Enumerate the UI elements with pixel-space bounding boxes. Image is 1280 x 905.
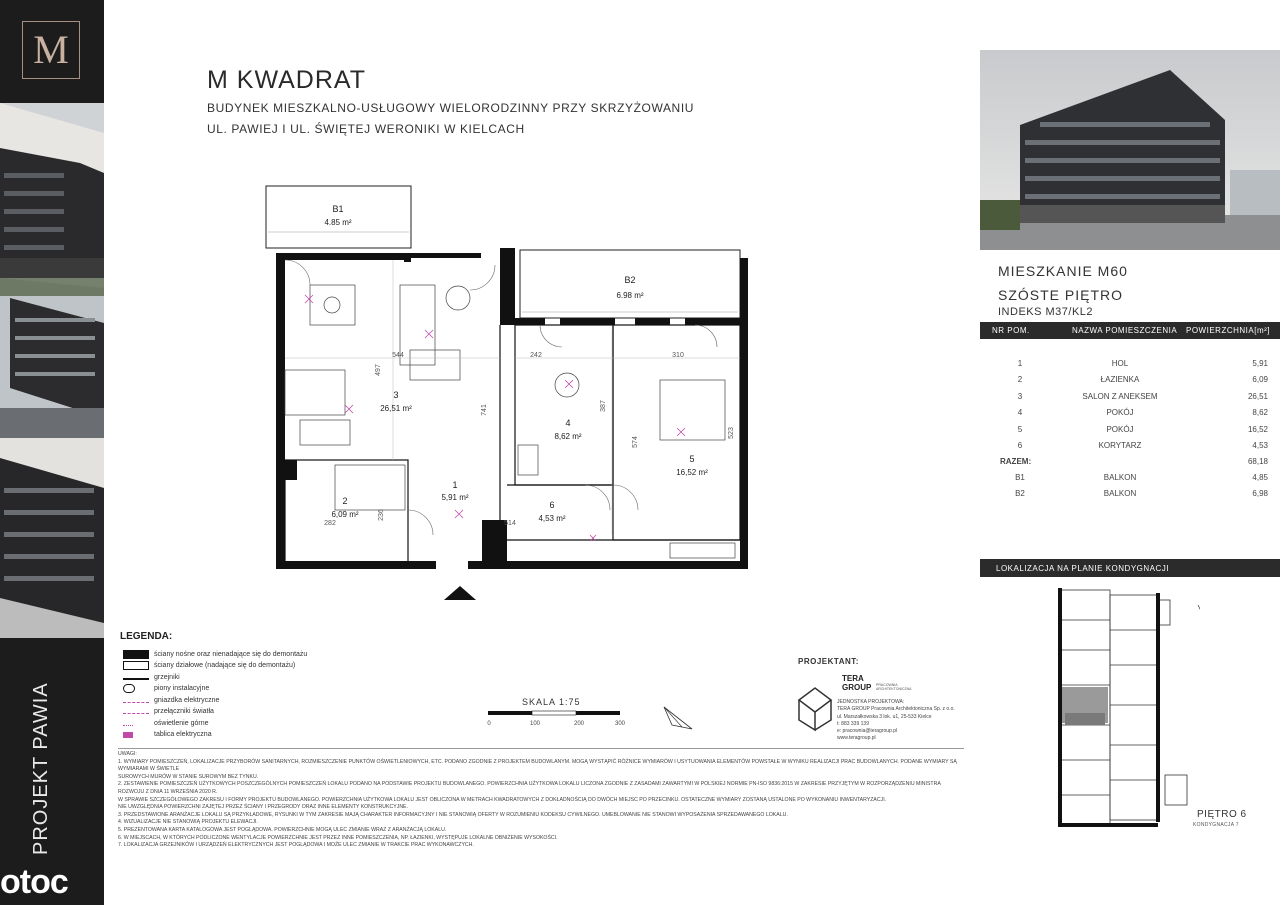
note-line: 4. WIZUALIZACJE NIE STANOWIĄ PROJEKTU ELEWACJI.	[118, 819, 258, 826]
legend-label: grzejniki	[154, 673, 180, 681]
location-bar-label: LOKALIZACJA NA PLANIE KONDYGNACJI	[996, 564, 1169, 573]
project-name: PROJEKT PAWIA	[30, 682, 52, 855]
entrance-arrow-icon	[444, 586, 476, 600]
brand-logo: M	[22, 21, 80, 79]
room-5-area: 16,52 m²	[676, 468, 708, 477]
cell-area: 5,91	[1252, 359, 1268, 368]
room-3-number: 3	[393, 390, 399, 400]
page-title: M KWADRAT	[207, 66, 366, 94]
floor-sublabel: KONDYGNACJA 7	[1193, 822, 1239, 828]
header-room-no: NR POM.	[992, 326, 1030, 335]
room-3-area: 26,51 m²	[380, 404, 412, 413]
legend-item	[123, 648, 307, 660]
scale-tick-100: 100	[529, 721, 541, 727]
dim-741: 741	[481, 404, 488, 416]
designer-tagline: PRACOWNIA ARCHITEKTONICZNA	[876, 683, 912, 691]
note-line: 2. ZESTAWIENIE POMIESZCZEŃ UŻYTKOWYCH POSZCZEGÓLNYCH POMIESZCZEŃ LOKALU PODANO NA PODSTAWIE PROJEKTU BUDOWLANEGO. POWIERZCHNIA UŻYTKOWA LOKALU LICZONA ZGODNIE Z ZASADAMI ZAWARTYMI W POLSKIEJ NORMIE PN-ISO 9836:2015 W ZAKRESIE PRZYJĘTYM W ROZPORZĄDZENIU MINISTRA ROZWOJU Z DNIA 11 WRZEŚNIA 2020 R.	[118, 781, 941, 795]
legend-item	[123, 717, 208, 729]
dim-544: 544	[392, 352, 404, 359]
legend-label: gniazdka elektryczne	[154, 696, 220, 704]
building-photo-3	[0, 438, 104, 638]
scale-tick-0: 0	[487, 721, 491, 727]
rooms-table-header	[980, 322, 1280, 339]
legend-label: przełączniki światła	[154, 708, 214, 715]
cell-name: BALKON	[1103, 473, 1137, 482]
designer-info-line: t: 883 339 139	[837, 720, 869, 727]
legend-title: LEGENDA:	[120, 631, 173, 642]
subtitle-line-2: UL. PAWIEJ I UL. ŚWIĘTEJ WERONIKI W KIELCACH	[207, 122, 525, 136]
cell-no: 3	[1017, 391, 1023, 401]
note-line: 1. WYMIARY POMIESZCZEŃ, LOKALIZACJE PRZYBORÓW SANITARNYCH, ROZMIESZCZENIE PUNKTÓW OŚWIETLENIOWYCH, ETC. PODANO ZGODNIE Z PROJEKTEM BUDOWLANYM. MOGĄ WYSTĄPIĆ RÓŻNICE WYMIARÓW I USYTUOWANIA ELEMENTÓW POWSTAŁE W WYNIKU REALIZACJI PRAC BUDOWLANYCH. PODANE WYMIARY SĄ WYMIARAMI W ŚWIETLE	[118, 758, 957, 773]
cell-name: POKÓJ	[1106, 408, 1134, 418]
legend-swatch	[123, 721, 133, 726]
legend-label: oświetlenie górne	[154, 719, 209, 727]
apartment-name: MIESZKANIE M60	[998, 263, 1128, 279]
designer-label: PROJEKTANT:	[798, 657, 859, 666]
watermark-logo: otoc	[0, 863, 68, 901]
note-line: W SPRAWIE SZCZEGÓŁOWEGO ZAKRESU I FORMY PROJEKTU BUDOWLANEGO. POWIERZCHNIA UŻYTKOWA LOKALU JEST OBLICZONA W METRACH KWADRATOWYCH Z DOKŁADNOŚCIĄ DO DWÓCH MIEJSC PO PRZECINKU. OSTATECZNE WYMIARY ZOSTANĄ USTALONE PO WYKONANIU INWENTARYZACJI.	[118, 796, 887, 803]
table-row	[980, 390, 1280, 404]
legend-swatch	[123, 732, 133, 738]
legend-item	[123, 694, 219, 706]
table-row	[980, 439, 1280, 453]
total-label: RAZEM:	[1000, 457, 1032, 466]
note-line: 5. PREZENTOWANA KARTA KATALOGOWA JEST POGLĄDOWA. POWIERZCHNIE MOGĄ ULEC ZMIANIE WRAZ Z ARANŻACJĄ LOKALU.	[118, 826, 447, 833]
tera-group-logo	[795, 676, 839, 732]
subtitle-line-1: BUDYNEK MIESZKALNO-USŁUGOWY WIELORODZINNY PRZY SKRZYŻOWANIU	[207, 101, 695, 115]
notes-title: UWAGI:	[118, 751, 137, 757]
room-4-area: 8,62 m²	[554, 432, 582, 441]
cell-area: 6,98	[1252, 489, 1268, 499]
room-2-area: 6,09 m²	[331, 510, 359, 519]
notes-block	[118, 748, 964, 850]
dim-310: 310	[672, 352, 684, 359]
cell-area: 16,52	[1247, 424, 1268, 434]
dim-497: 497	[375, 364, 382, 376]
cell-name: HOL	[1111, 359, 1129, 368]
room-b1-number: B1	[332, 204, 344, 214]
scale-tick-200: 200	[573, 721, 585, 727]
room-2-number: 2	[342, 496, 348, 506]
room-b2-area: 6.98 m²	[616, 291, 644, 300]
cell-no: 2	[1017, 375, 1023, 385]
legend-item	[123, 660, 295, 672]
building-photo-2	[0, 278, 104, 438]
dim-514: 514	[504, 520, 516, 527]
dim-574: 574	[632, 436, 639, 448]
legend-item	[123, 706, 214, 718]
legend-swatch	[123, 684, 135, 693]
table-total-row	[980, 455, 1280, 469]
scale-tick-300: 300	[614, 721, 626, 727]
designer-info-line: ul. Marszałkowska 3 lok. u1, 25-533 Kielce	[837, 713, 932, 720]
cell-name: KORYTARZ	[1098, 441, 1142, 450]
cell-no: 1	[1017, 359, 1023, 368]
scale-label: SKALA 1:75	[522, 697, 581, 707]
note-line: 3. PRZEDSTAWIONE ARANŻACJE LOKALU SĄ PRZYKŁADOWE, RYSUNKI W TYM ZAKRESIE MAJĄ CHARAKTER INFORMACYJNY I NIE STANOWIĄ OFERTY W ROZUMIENIU KODEKSU CYWILNEGO. UMEBLOWANIE NIE STANOWI WYPOSAŻENIA SPRZEDAWANEGO LOKALU.	[118, 811, 788, 818]
dim-282: 282	[324, 520, 336, 527]
room-1-number: 1	[452, 480, 458, 490]
room-b1-area: 4.85 m²	[324, 218, 352, 227]
table-row	[980, 487, 1280, 501]
table-row	[980, 471, 1280, 485]
cell-no: 5	[1017, 424, 1023, 434]
room-6-number: 6	[549, 500, 555, 510]
designer-company: TERA GROUP	[842, 674, 872, 692]
table-row	[980, 423, 1280, 437]
note-line: 7. LOKALIZACJA GRZEJNIKÓW I URZĄDZEŃ ELEKTRYCZNYCH JEST POGLĄDOWA I MOŻE ULEC ZMIANIE W TRAKCIE PRAC WYKONAWCZYCH.	[118, 842, 474, 849]
note-line: 6. W MIEJSCACH, W KTÓRYCH PODLICZONE WENTYLACJE POWIERZCHNIE JEST PRZEZ INNE POMIESZCZENIA, NP. ŁAZIENKI, WYSTĘPUJE LOKALNE OBNIŻENIE WYSOKOŚCI.	[118, 834, 558, 841]
floor-plan	[240, 180, 760, 610]
note-line: NIE UWZGLĘDNIA POWIERZCHNI ZAJĘTEJ PRZEZ ŚCIANY I PRZEGRODY ORAZ INNE ELEMENTY KONSTRUKCYJNE.	[118, 804, 408, 811]
dim-523: 523	[728, 427, 735, 439]
header-room-name: NAZWA POMIESZCZENIA	[1072, 326, 1178, 335]
apartment-floor: SZÓSTE PIĘTRO	[998, 287, 1124, 303]
cell-area: 6,09	[1252, 375, 1268, 385]
cell-name: BALKON	[1103, 489, 1137, 499]
legend-label: ściany działowe (nadające się do demontażu)	[154, 662, 296, 669]
room-4-number: 4	[565, 418, 571, 428]
room-b2-number: B2	[624, 275, 636, 285]
room-5-number: 5	[689, 454, 695, 464]
dim-387: 387	[600, 400, 607, 412]
table-row	[980, 357, 1280, 371]
designer-info-line: JEDNOSTKA PROJEKTOWA:	[837, 699, 905, 705]
building-render-photo	[980, 50, 1280, 250]
cell-no: 4	[1017, 408, 1023, 418]
designer-info-line: www.teragroup.pl	[837, 735, 876, 742]
notes-lines	[118, 759, 964, 850]
cell-name: SALON Z ANEKSEM	[1082, 391, 1158, 401]
legend-swatch	[123, 698, 149, 703]
room-1-area: 5,91 m²	[441, 493, 469, 502]
legend-swatch	[123, 661, 149, 670]
legend-swatch	[123, 675, 149, 680]
designer-info	[837, 699, 957, 743]
floor-key-plan	[1050, 585, 1200, 830]
cell-area: 4,53	[1252, 441, 1268, 450]
cell-area: 26,51	[1247, 391, 1268, 401]
floor-label: PIĘTRO 6	[1197, 809, 1247, 820]
legend-swatch	[123, 709, 149, 714]
header-room-area: POWIERZCHNIA[m²]	[1186, 326, 1270, 335]
cell-no: B2	[1015, 489, 1025, 499]
cell-name: ŁAZIENKA	[1100, 375, 1140, 385]
legend-item	[123, 671, 180, 683]
cell-name: POKÓJ	[1106, 424, 1134, 434]
cell-no: B1	[1015, 473, 1025, 482]
total-area: 68,18	[1247, 457, 1268, 466]
table-row	[980, 406, 1280, 420]
apartment-index: INDEKS M37/KL2	[998, 306, 1094, 318]
dim-236: 236	[378, 509, 385, 521]
designer-info-line: TERA GROUP Pracownia Architektoniczna Sp. z o.o.	[837, 706, 955, 713]
cell-area: 8,62	[1252, 408, 1268, 418]
legend-label: piony instalacyjne	[154, 685, 210, 692]
note-line: SUROWYCH MURÓW W STANIE SUROWYM BEZ TYNKU.	[118, 773, 259, 780]
legend-label: tablica elektryczna	[154, 731, 212, 738]
designer-info-line: e: pracownia@teragroup.pl	[837, 728, 898, 735]
building-photo-1	[0, 103, 104, 278]
cell-area: 4,85	[1252, 473, 1268, 482]
left-sidebar	[0, 0, 104, 905]
legend-label: ściany nośne oraz nienadające się do demontażu	[154, 650, 308, 658]
table-row	[980, 373, 1280, 387]
scale-bar	[486, 709, 626, 731]
legend-swatch	[123, 650, 149, 659]
north-arrow-icon	[660, 703, 696, 733]
cell-no: 6	[1017, 441, 1023, 450]
location-bar	[980, 559, 1280, 577]
dim-242: 242	[530, 352, 542, 359]
legend-item	[123, 729, 212, 741]
room-6-area: 4,53 m²	[538, 514, 566, 523]
legend-item	[123, 683, 209, 695]
